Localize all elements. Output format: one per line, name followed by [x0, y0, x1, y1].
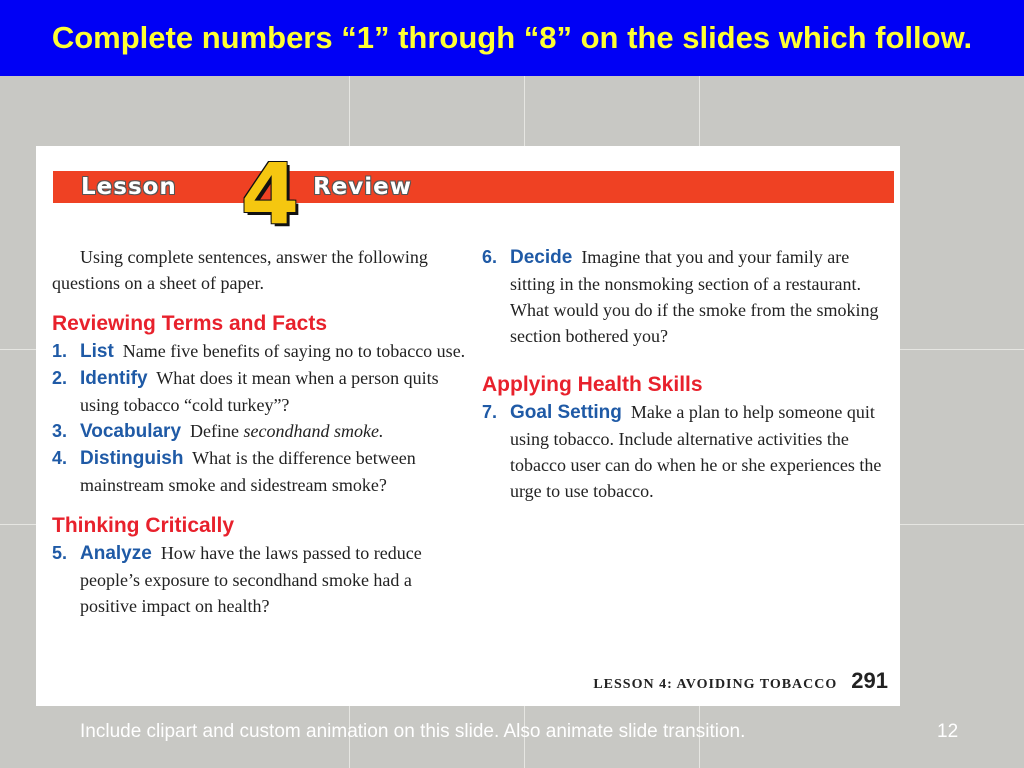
section-heading-thinking: Thinking Critically — [52, 514, 235, 537]
question-text: Define — [190, 421, 244, 441]
slide-number: 12 — [937, 721, 959, 742]
question-number: 1. — [52, 341, 68, 361]
question-number: 2. — [52, 368, 68, 388]
question-keyword: Analyze — [80, 543, 152, 564]
question-item — [52, 365, 472, 418]
review-word: Review — [313, 174, 413, 200]
question-item — [482, 399, 892, 504]
question-item — [482, 244, 892, 349]
question-keyword: Identify — [80, 368, 148, 389]
question-item — [52, 445, 472, 498]
page-number: 291 — [851, 668, 888, 693]
footer-lesson-title: LESSON 4: AVOIDING TOBACCO — [593, 677, 838, 692]
section-heading-reviewing: Reviewing Terms and Facts — [52, 312, 328, 335]
question-keyword: List — [80, 341, 114, 362]
question-item — [52, 540, 472, 619]
question-text: Name five benefits of saying no to tobacco use. — [122, 341, 466, 361]
lesson-review-banner — [53, 145, 894, 243]
question-number: 5. — [52, 543, 68, 563]
slide-note: Include clipart and custom animation on this slide. Also animate slide transition. — [80, 721, 746, 742]
instructions: Using complete sentences, answer the following questions on a sheet of paper. — [52, 247, 428, 293]
question-keyword: Goal Setting — [510, 402, 622, 423]
slide-title: Complete numbers “1” through “8” on the slides which follow. — [51, 20, 973, 55]
section-heading-applying: Applying Health Skills — [482, 373, 703, 396]
question-number: 7. — [482, 402, 498, 422]
question-item — [52, 338, 472, 365]
question-item — [52, 418, 472, 445]
question-text: How have the laws passed to reduce people’s exposure to secondhand smoke had a positive impact on health? — [80, 543, 422, 616]
lesson-word: Lesson — [81, 174, 177, 200]
textbook-page-image — [36, 146, 900, 706]
question-keyword: Distinguish — [80, 448, 184, 469]
question-number: 3. — [52, 421, 68, 441]
left-column — [52, 244, 472, 619]
question-text: What is the difference between mainstream smoke and sidestream smoke? — [80, 448, 416, 495]
lesson-number: 4 — [240, 145, 300, 243]
question-text: Make a plan to help someone quit using tobacco. Include alternative activities the tobacco user can do when he or she experiences the urge to use tobacco. — [510, 402, 882, 501]
question-keyword: Vocabulary — [80, 421, 182, 442]
question-italic-term: secondhand smoke. — [243, 421, 384, 441]
question-number: 6. — [482, 247, 498, 267]
right-column — [482, 244, 892, 504]
slide-title-bar — [0, 0, 1024, 76]
question-text: What does it mean when a person quits using tobacco “cold turkey”? — [80, 368, 439, 415]
question-number: 4. — [52, 448, 68, 468]
page-footer — [593, 668, 888, 694]
question-text: Imagine that you and your family are sitting in the nonsmoking section of a restaurant. What would you do if the smoke from the smoking section bothered you? — [510, 247, 879, 346]
question-keyword: Decide — [510, 247, 573, 268]
